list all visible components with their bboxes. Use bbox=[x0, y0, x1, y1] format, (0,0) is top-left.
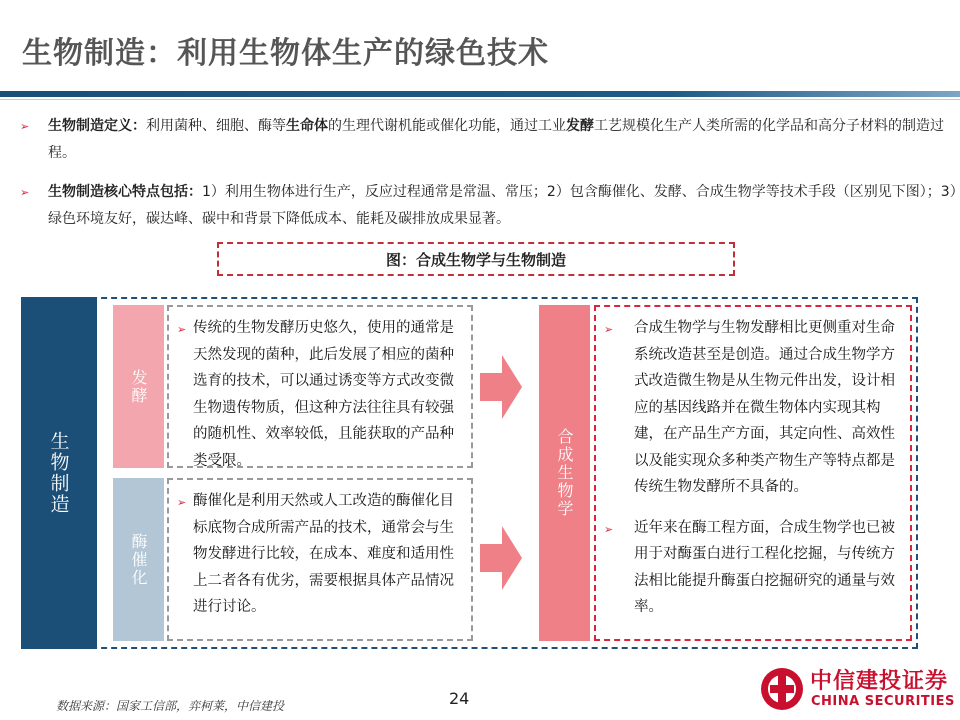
bullet-arrow-icon: ➢ bbox=[177, 496, 187, 509]
bullet-lead: 生物制造核心特点包括： bbox=[48, 184, 202, 200]
right-arrow-icon bbox=[480, 355, 522, 419]
bullet-text: 的生理代谢机能或催化功能，通过工业 bbox=[328, 118, 566, 134]
bullet-arrow-icon: ➢ bbox=[177, 323, 187, 336]
bullet-text: 利用菌种、细胞、酶等 bbox=[146, 118, 286, 134]
page-number: 24 bbox=[449, 689, 470, 708]
synbio-point bbox=[604, 315, 902, 501]
synbio-point bbox=[604, 515, 902, 621]
enzyme-label-text: 酶催化 bbox=[129, 532, 148, 587]
bio-manufacturing-label bbox=[21, 297, 97, 649]
bullet-features bbox=[20, 179, 960, 233]
bullet-arrow-icon: ➢ bbox=[20, 120, 30, 133]
enzyme-description bbox=[167, 478, 473, 641]
bullet-bold: 生命体 bbox=[286, 118, 328, 134]
fermentation-label bbox=[113, 305, 164, 468]
fermentation-label-text: 发酵 bbox=[129, 368, 148, 405]
fermentation-description bbox=[167, 305, 473, 468]
right-arrow-icon bbox=[480, 526, 522, 590]
logo-text-en: CHINA SECURITIES bbox=[811, 694, 955, 709]
title-divider bbox=[0, 91, 960, 97]
bullet-arrow-icon: ➢ bbox=[604, 522, 614, 536]
bullet-arrow-icon: ➢ bbox=[604, 323, 614, 336]
bullet-bold: 发酵 bbox=[566, 118, 594, 134]
enzyme-label bbox=[113, 478, 164, 641]
bullet-text: 1）利用生物体进行生产，反应过程通常是常温、常压；2）包含酶催化、发酵、合成生物学等技术手段（区别见下图）；3）绿色环境友好，碳达峰、碳中和背景下降低成本、能耗及碳排放成果显著。 bbox=[48, 184, 957, 227]
synthetic-biology-label bbox=[539, 305, 590, 641]
bullet-arrow-icon: ➢ bbox=[20, 186, 30, 199]
enzyme-text: 酶催化是利用天然或人工改造的酶催化目标底物合成所需产品的技术，通常会与生物发酵进行比较，在成本、难度和适用性上二者各有优劣，需要根据具体产品情况进行讨论。 bbox=[193, 493, 454, 615]
synthetic-biology-label-text: 合成生物学 bbox=[555, 428, 574, 518]
bullet-text: 工艺规模化生产人类所需的化学品和高分子材料的制造过程。 bbox=[48, 118, 944, 161]
bullet-definition bbox=[20, 113, 960, 167]
page-title: 生物制造：利用生物体生产的绿色技术 bbox=[22, 36, 549, 71]
source-note: 数据来源：国家工信部，弈柯莱，中信建投 bbox=[56, 699, 285, 713]
logo-text-cn: 中信建投证券 bbox=[810, 669, 949, 694]
synbio-point-text: 合成生物学与生物发酵相比更侧重对生命系统改造甚至是创造。通过合成生物学方式改造微生物是从生物元件出发，设计相应的基因线路并在微生物体内实现其构建，在产品生产方面，其定向性、高效性以及能实现众多种类产物生产等特点都是传统生物发酵所不具备的。 bbox=[634, 320, 895, 495]
figure-caption: 图：合成生物学与生物制造 bbox=[217, 242, 735, 276]
title-divider-thin bbox=[0, 99, 960, 100]
bullet-lead: 生物制造定义： bbox=[48, 118, 146, 134]
bio-manufacturing-text: 生物制造 bbox=[47, 431, 70, 515]
synthetic-biology-description bbox=[594, 305, 912, 641]
fermentation-text: 传统的生物发酵历史悠久，使用的通常是天然发现的菌种，此后发展了相应的菌种选育的技术，可以通过诱变等方式改变微生物遗传物质，但这种方法往往具有较强的随机性、效率较低，且能获取的产品种类受限。 bbox=[193, 320, 454, 469]
synbio-point-text: 近年来在酶工程方面，合成生物学也已被用于对酶蛋白进行工程化挖掘，与传统方法相比能提升酶蛋白挖掘研究的通量与效率。 bbox=[634, 519, 895, 615]
